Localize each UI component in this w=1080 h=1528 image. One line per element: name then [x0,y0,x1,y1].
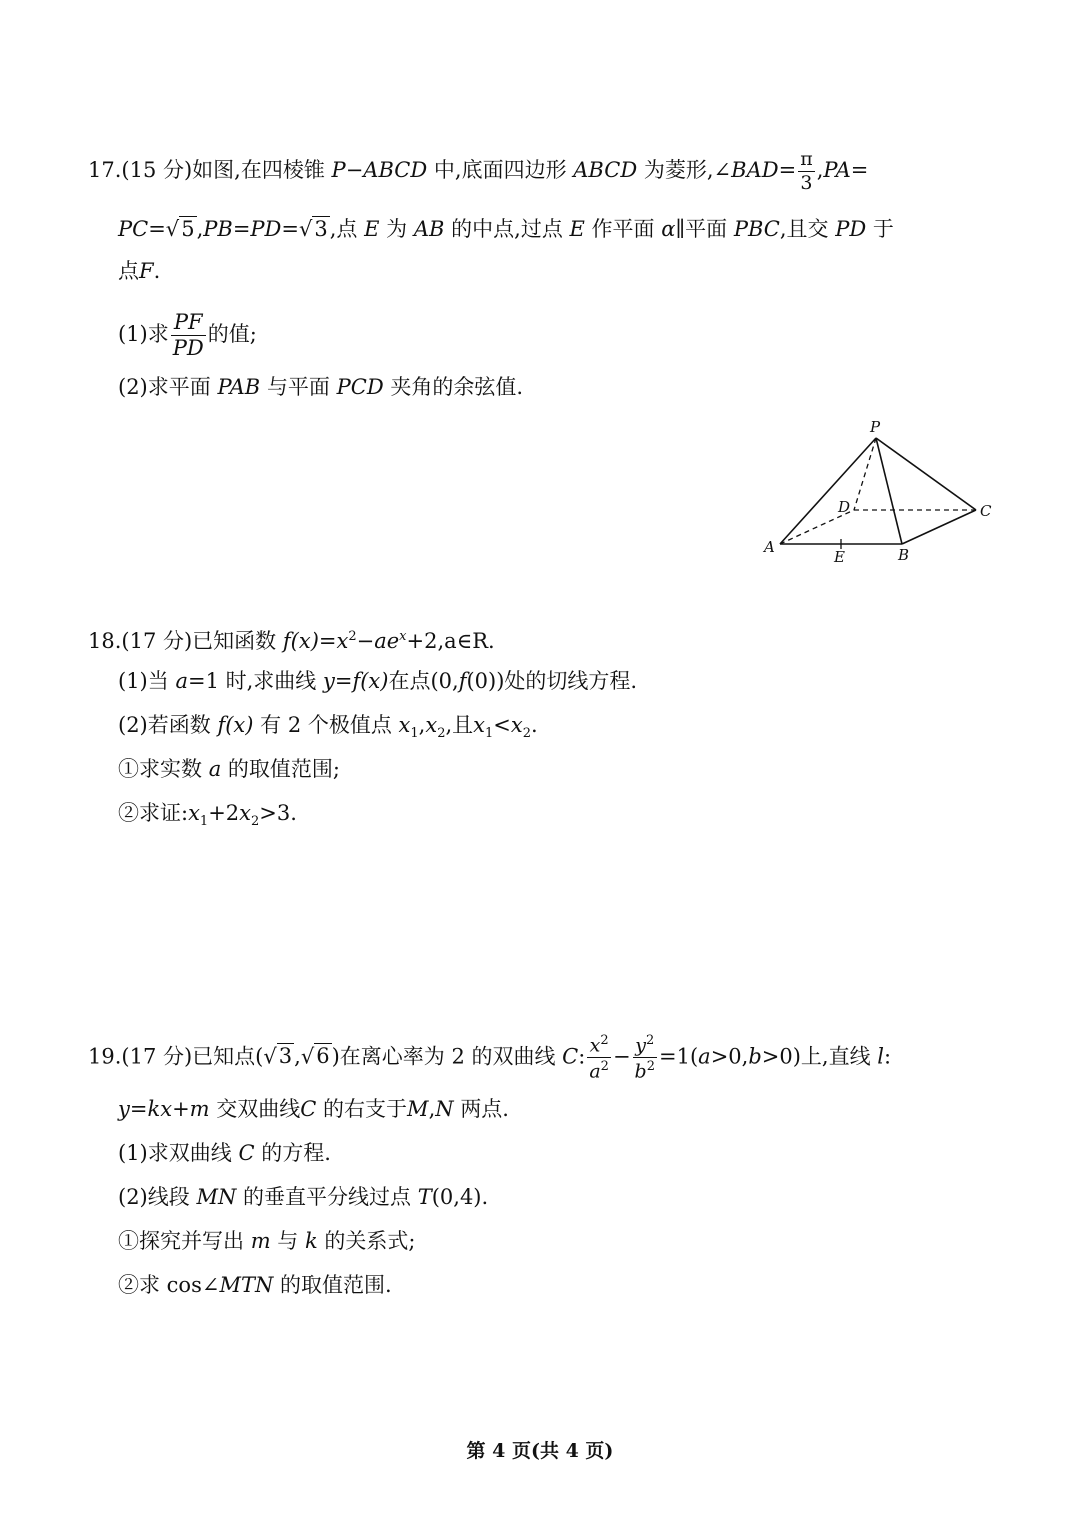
text-T: T [417,1185,432,1209]
text: >0, [710,1044,749,1069]
text-x: x [188,801,200,825]
text-PCD: PCD [336,375,384,399]
q19-part-1 [118,1138,331,1168]
text: =1( [659,1044,699,1069]
text: 的取值范围; [227,757,340,781]
text: =√ [281,217,313,241]
text: (0))处的切线方程. [466,669,638,693]
q17-part-1 [118,312,257,359]
text: : [578,1044,586,1069]
text: −ae [356,629,400,653]
edge-PA [780,438,876,544]
text-BAD: BAD [731,158,779,182]
text: >3. [259,801,297,825]
text: 的中点,过点 [451,217,563,241]
text: (0,4). [431,1185,489,1209]
text-a: a [208,757,222,781]
text-P: P [331,158,346,182]
text-kx: kx [147,1097,173,1121]
text: 交双曲线 [216,1097,301,1121]
q18-part-1 [118,666,637,696]
text-minus: − [345,158,364,182]
text-l: l [877,1044,885,1069]
text-alpha: α [661,217,676,241]
text-ABCD: ABCD [363,158,428,182]
text: 中,底面四边形 [433,158,567,182]
text: ,点 [329,217,358,241]
text-F: F [139,259,154,283]
text-b: b [634,1060,647,1083]
text-N: N [435,1097,454,1121]
text: (1)求双曲线 [118,1141,232,1165]
text: 的取值范围. [280,1273,392,1297]
fraction-PF-over-PD [171,312,206,359]
text-PD: PD [835,217,867,241]
sub: 2 [522,726,532,742]
page-footer: 第 4 页(共 4 页) [466,1440,614,1462]
q17-line-1 [88,150,868,193]
text: = [129,1097,148,1121]
sqrt-5 [179,214,196,244]
text-MN: MN [196,1185,237,1209]
sup: 2 [600,1033,609,1048]
text-m: m [189,1097,210,1121]
text: 与平面 [266,375,330,399]
text: 于 [872,217,894,241]
text-y: y [118,1097,130,1121]
label-A: A [764,538,775,556]
text: ①探究并写出 [118,1229,244,1253]
fraction-pi-over-3 [798,150,815,193]
edge-BC [902,510,976,544]
q18-line-1 [88,622,495,656]
radicand: 6 [316,1044,330,1069]
text: 为 [386,217,408,241]
q19-sub-2 [118,1270,392,1300]
text: . [153,259,161,283]
text: ,且交 [779,217,829,241]
text: < [493,713,511,737]
text-PBC: PBC [733,217,780,241]
text: +2,a∈R. [406,629,495,653]
text: , [428,1097,436,1121]
text-PD: PD [250,217,282,241]
text-PAB: PAB [217,375,261,399]
text: 点 [118,259,139,283]
sup: 2 [646,1033,655,1048]
text: 作平面 [591,217,655,241]
text: =√ [148,217,180,241]
text-f: f [217,713,226,737]
sub: 1 [410,726,419,742]
text: 的方程. [261,1141,331,1165]
text: ,√ [294,1044,315,1069]
label-E: E [834,548,845,566]
text-C: C [300,1097,317,1121]
label-P: P [870,418,881,436]
text: , [196,217,204,241]
text-ABCD: ABCD [573,158,638,182]
radicand: 5 [181,217,195,241]
text-x: x [425,713,438,737]
text: (2)线段 [118,1185,190,1209]
text: 的垂直平分线过点 [243,1185,412,1209]
text-x: x [398,713,411,737]
text: 的关系式; [324,1229,416,1253]
q18-head: 18.(17 分)已知函数 [88,629,277,653]
text-a: a [698,1044,711,1069]
text-m: m [250,1229,271,1253]
text: − [612,1044,631,1069]
sub: 2 [251,814,260,830]
text-M: M [407,1097,429,1121]
text-PA: PA [823,158,851,182]
text-f: f [282,629,291,653]
sup: 2 [646,1059,655,1075]
q19-head: 19.(17 分)已知点(√ [88,1044,277,1069]
q19-line-2 [118,1094,509,1124]
text-a: a [589,1060,601,1083]
text-eq: = [778,158,797,182]
text-AB: AB [413,217,445,241]
text-comma: , [816,158,824,182]
sqrt-3 [312,214,329,244]
text: ②求证: [118,801,189,825]
text: ,且 [445,713,474,737]
sup-x: x [399,629,407,644]
q17-line-2 [118,214,894,244]
text-eq: = [850,158,869,182]
text: = [232,217,251,241]
text-k: k [304,1229,318,1253]
sub: 1 [485,726,494,742]
text: + [172,1097,190,1121]
text: (1)当 [118,669,169,693]
text: 的值; [207,322,257,346]
text: (2)若函数 [118,713,211,737]
q17-head: 17.(15 分)如图,在四棱锥 [88,158,325,182]
text-x: x [473,713,486,737]
label-C: C [980,502,992,520]
pyramid-figure [760,416,1000,568]
radicand: 3 [278,1044,293,1069]
text-C: C [562,1044,579,1069]
q17-part-2 [118,372,523,402]
text-PB: PB [203,217,233,241]
text-a: a [175,669,188,693]
sup: 2 [348,629,357,644]
label-B: B [898,546,910,564]
text: +2 [208,801,240,825]
text: 的右支于 [323,1097,408,1121]
frac-num: π [800,148,813,170]
text: 与 [277,1229,299,1253]
fraction-x2-over-a2 [587,1034,611,1082]
q17-line-3 [118,256,160,286]
text: (x) [360,669,389,693]
text-b: b [748,1044,762,1069]
text: ①求实数 [118,757,202,781]
frac-den: PD [172,336,204,360]
text: , [418,713,426,737]
text-E: E [364,217,380,241]
text: (x) [225,713,254,737]
sqrt-3 [277,1041,294,1071]
text-PC: PC [118,217,149,241]
text-C: C [238,1141,255,1165]
text: 有 2 个极值点 [260,713,392,737]
text: = [334,669,353,693]
text-f: f [458,669,467,693]
sub: 1 [199,814,209,830]
sqrt-6 [314,1041,331,1071]
text: =1 时,求曲线 [187,669,317,693]
frac-num: PF [171,312,206,336]
text: 为菱形,∠ [643,158,732,182]
text-MTN: MTN [219,1273,274,1297]
label-D: D [838,498,851,516]
text-E: E [569,217,585,241]
q19-line-1 [88,1034,891,1082]
q18-part-2 [118,710,538,749]
radicand: 3 [314,217,328,241]
text-y: y [635,1034,646,1057]
q18-sub-2 [118,798,297,837]
fraction-y2-over-b2 [633,1034,657,1082]
q18-sub-1 [118,754,340,784]
text: >0)上,直线 [761,1044,871,1069]
text: 在点(0, [388,669,459,693]
sub: 2 [437,726,446,742]
text: (1)求 [118,322,169,346]
text-x: x [510,713,523,737]
q19-sub-1 [118,1226,415,1256]
sup: 2 [600,1059,609,1075]
edge-PD [854,438,876,510]
text-x: x [239,801,252,825]
q19-part-2 [118,1182,488,1212]
text: )在离心率为 2 的双曲线 [331,1044,556,1069]
text: ∥平面 [675,217,728,241]
text-x: x [589,1034,601,1057]
text: : [884,1044,892,1069]
frac-den: 3 [800,172,813,194]
text-f: f [352,669,361,693]
text: (x)=x [290,629,349,653]
text: . [531,713,538,737]
text-y: y [322,669,335,693]
text: 两点. [460,1097,509,1121]
text: 夹角的余弦值. [390,375,524,399]
text: (2)求平面 [118,375,211,399]
text: ②求 cos∠ [118,1273,220,1297]
